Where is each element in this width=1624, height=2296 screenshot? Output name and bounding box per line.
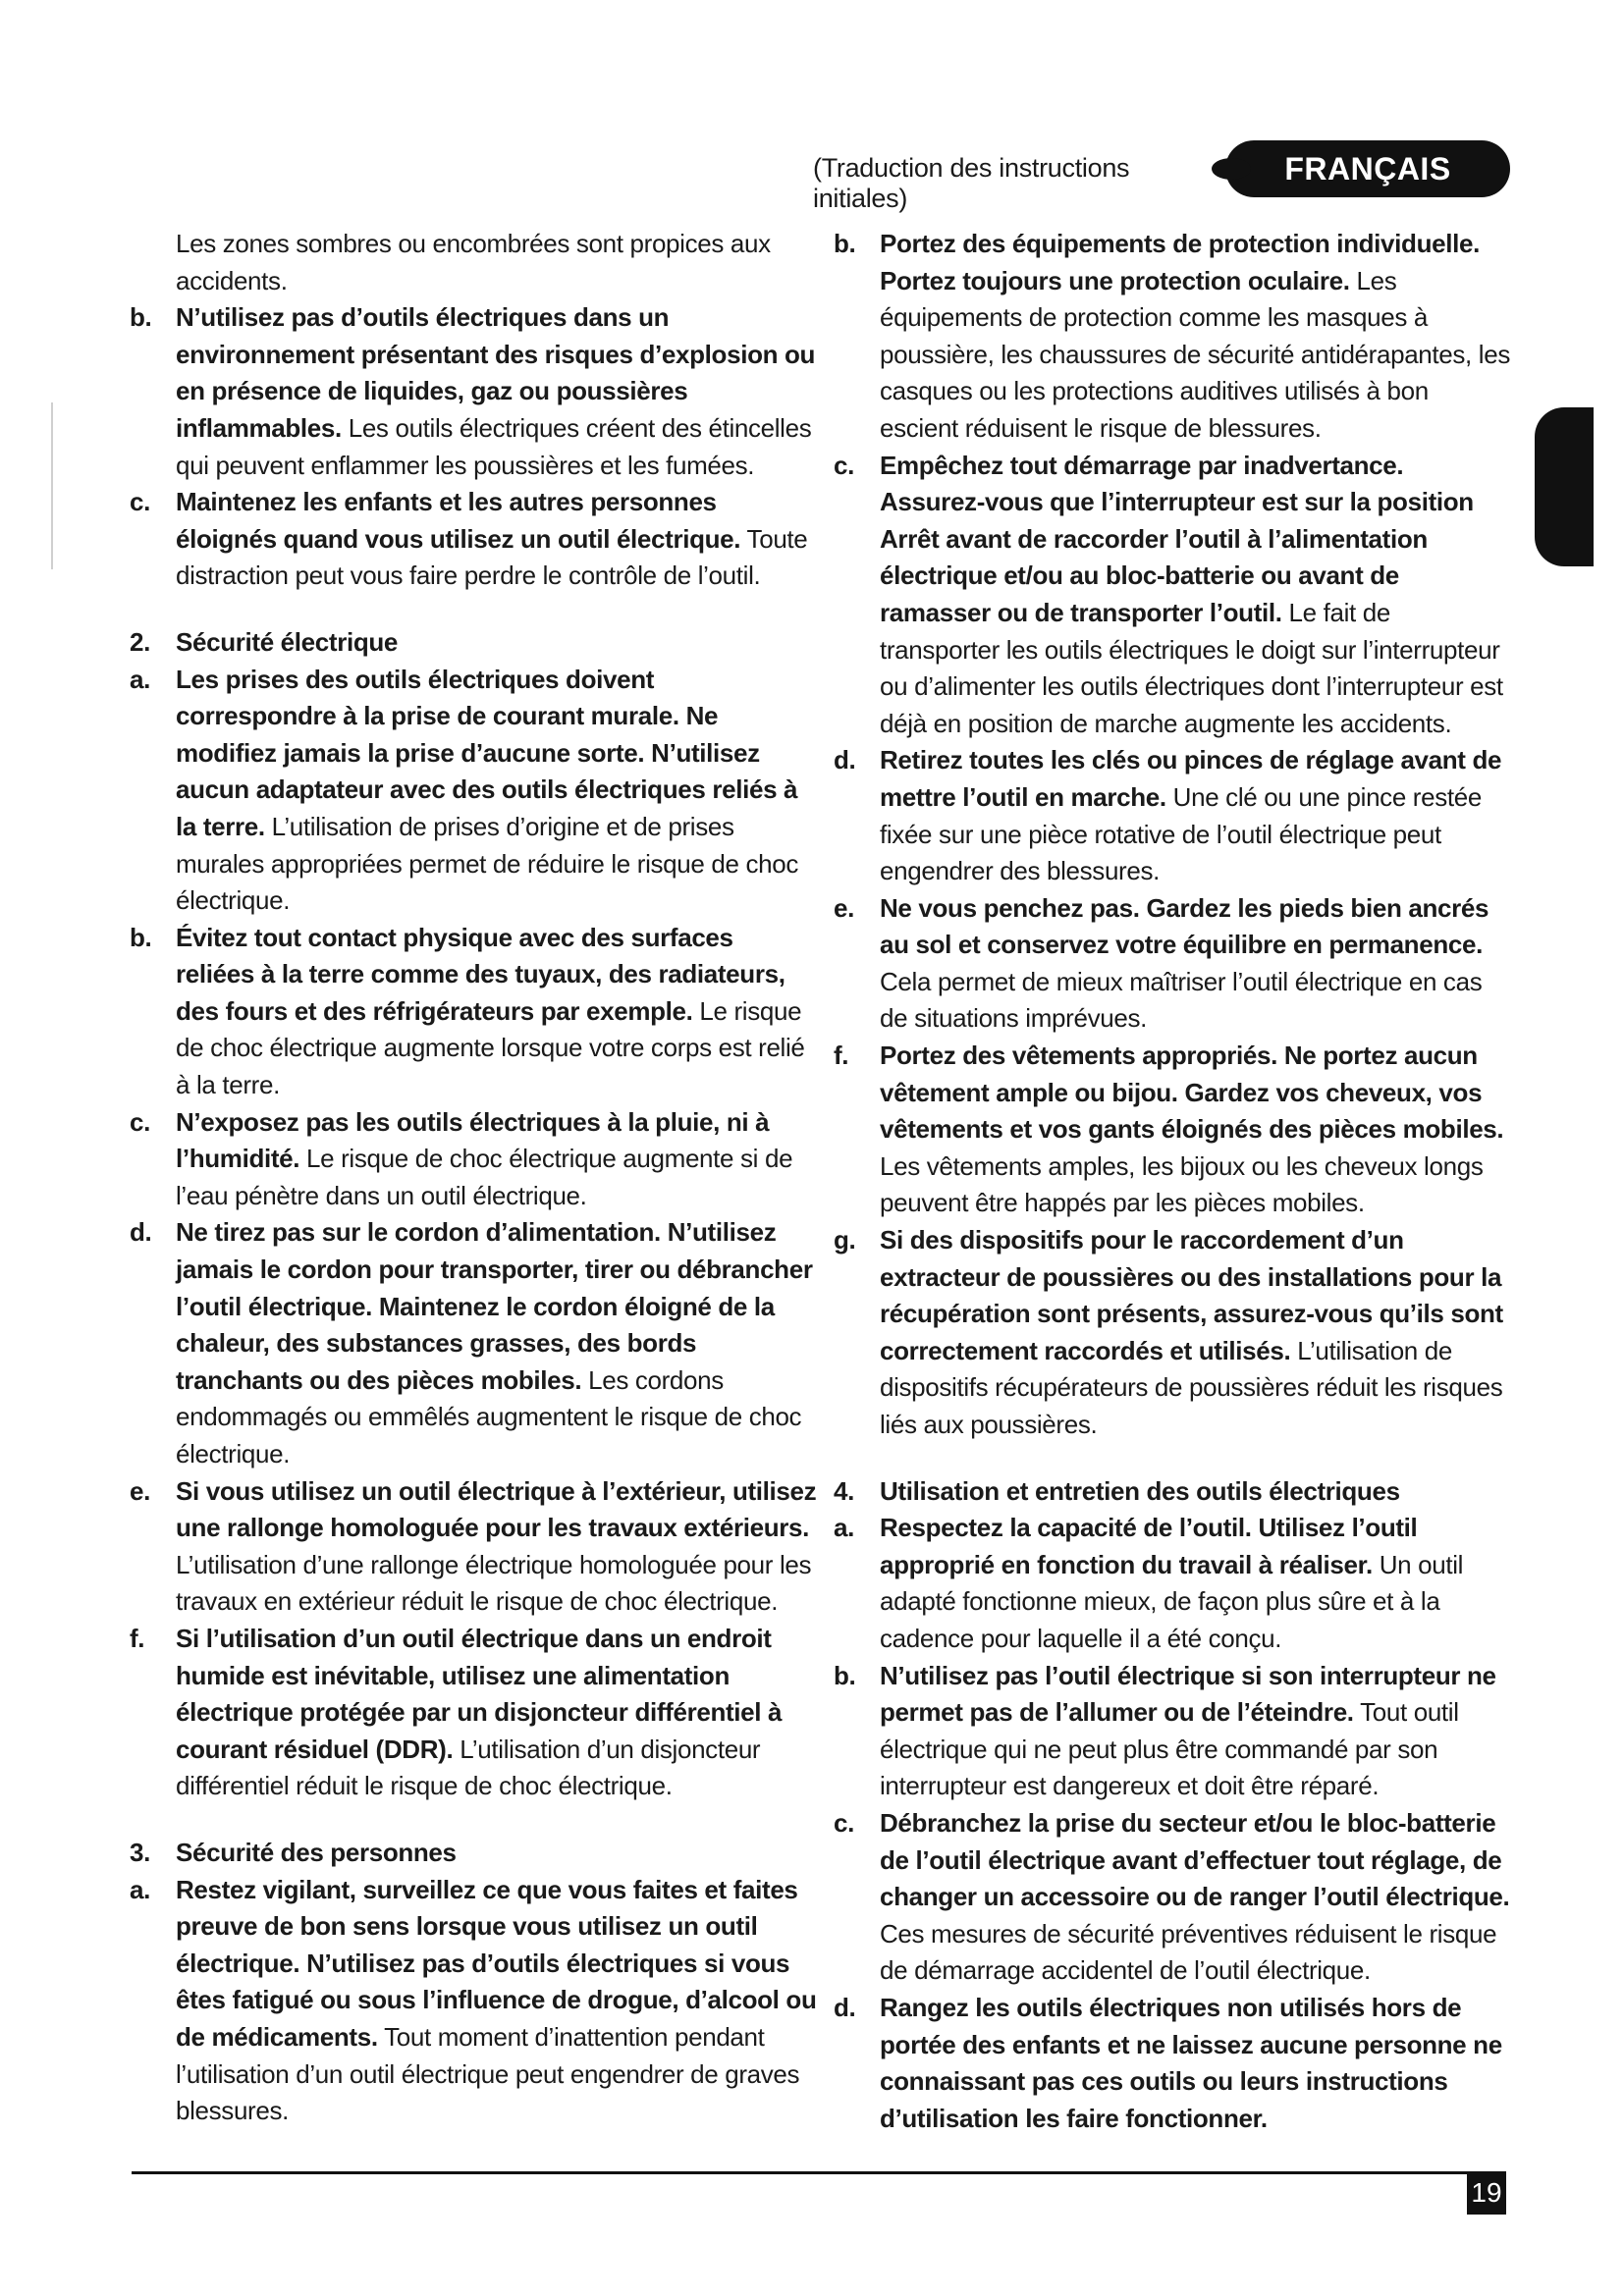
section-title: Sécurité des personnes bbox=[176, 1837, 457, 1867]
list-item bbox=[834, 1222, 1513, 1444]
item-marker: c. bbox=[130, 1106, 150, 1137]
item-bold-text: Si vous utilisez un outil électrique à l’extérieur, utilisez une rallonge homologuée pour les travaux extérieurs. bbox=[176, 1475, 817, 1543]
item-bold-text: Évitez tout contact physique avec des surfaces reliées à la terre comme des tuyaux, des radiateurs, des fours et des réfrigérateurs par exemple. bbox=[176, 922, 785, 1026]
item-text: Tout moment d’inattention pendant l’utilisation d’un outil électrique peut engendrer de graves blessures. bbox=[176, 2021, 800, 2126]
item-marker: g. bbox=[834, 1225, 856, 1255]
list-item bbox=[130, 662, 817, 920]
item-marker: a. bbox=[130, 1874, 150, 1904]
item-text: L’utilisation d’un disjoncteur différentiel réduit le risque de choc électrique. bbox=[176, 1734, 761, 1801]
footer-rule bbox=[132, 2171, 1469, 2174]
item-text: Tout outil électrique qui ne peut plus être commandé par son interrupteur est dangereux et doit être réparé. bbox=[880, 1697, 1459, 1801]
page-number: 19 bbox=[1467, 2171, 1506, 2215]
item-marker: a. bbox=[130, 664, 150, 694]
item-text: Le risque de choc électrique augmente lorsque votre corps est relié à la terre. bbox=[176, 995, 805, 1100]
item-marker: c. bbox=[130, 487, 150, 517]
list-item bbox=[130, 1872, 817, 2130]
item-bold-text: Rangez les outils électriques non utilisés hors de portée des enfants et ne laissez aucune personne ne connaissant pas ces outils ou leurs instructions d’utilisation les faire fonctionner. bbox=[880, 1992, 1502, 2133]
section-title: Utilisation et entretien des outils électriques bbox=[880, 1475, 1400, 1506]
language-badge: FRANÇAIS bbox=[1225, 140, 1510, 197]
item-bold-text: Restez vigilant, surveillez ce que vous faites et faites preuve de bon sens lorsque vous utilisez un outil électrique. N’utilisez pas d’outils électriques si vous êtes fatigué ou sous l’influence de drogue, d’alcool ou de médicaments. bbox=[176, 1874, 817, 2052]
list-item bbox=[130, 1104, 817, 1215]
section-heading bbox=[834, 1473, 1513, 1511]
list-item bbox=[130, 299, 817, 484]
left-column bbox=[130, 226, 817, 2130]
item-bold-text: N’utilisez pas l’outil électrique si son interrupteur ne permet pas de l’allumer ou de l’éteindre. bbox=[880, 1660, 1496, 1728]
item-text: Le risque de choc électrique augmente si de l’eau pénètre dans un outil électrique. bbox=[176, 1144, 793, 1210]
list-item bbox=[834, 1990, 1513, 2137]
list-item bbox=[130, 1621, 817, 1805]
item-text: Les outils électriques créent des étincelles qui peuvent enflammer les poussières et les fumées. bbox=[176, 412, 812, 480]
item-text: L’utilisation de prises d’origine et de prises murales appropriées permet de réduire le risque de choc électrique. bbox=[176, 811, 798, 916]
intro-paragraph: Les zones sombres ou encombrées sont propices aux accidents. bbox=[176, 229, 771, 295]
item-marker: d. bbox=[130, 1217, 152, 1248]
item-text: Une clé ou une pince restée fixée sur une pièce rotative de l’outil électrique peut engendrer des blessures. bbox=[880, 781, 1482, 886]
section-number: 3. bbox=[130, 1837, 150, 1867]
list-item bbox=[130, 1214, 817, 1472]
item-text: Les équipements de protection comme les masques à poussière, les chaussures de sécurité antidérapantes, les casques ou les protections auditives utilisés à bon escient réduisent le risque de blessures. bbox=[880, 265, 1510, 443]
item-marker: b. bbox=[834, 229, 856, 258]
item-bold-text: Ne tirez pas sur le cordon d’alimentation. N’utilisez jamais le cordon pour transporter, tirer ou débrancher l’outil électrique. Maintenez le cordon éloigné de la chaleur, des substances grasses, des bords tranchants ou des pièces mobiles. bbox=[176, 1217, 813, 1395]
item-marker: b. bbox=[834, 1660, 856, 1690]
item-bold-text: Retirez toutes les clés ou pinces de réglage avant de mettre l’outil en marche. bbox=[880, 745, 1502, 812]
list-item bbox=[834, 448, 1513, 743]
item-bold-text: Si des dispositifs pour le raccordement d’un extracteur de poussières ou des installations pour la récupération sont présents, assurez-vous qu’ils sont correctement raccordés et utilisés. bbox=[880, 1225, 1503, 1365]
section-heading bbox=[130, 1835, 817, 1872]
item-text: Les cordons endommagés ou emmêlés augmentent le risque de choc électrique. bbox=[176, 1364, 802, 1468]
list-item bbox=[834, 890, 1513, 1038]
item-marker: a. bbox=[834, 1513, 854, 1543]
item-text: L’utilisation d’une rallonge électrique homologuée pour les travaux en extérieur réduit le risque de choc électrique. bbox=[176, 1549, 812, 1617]
item-bold-text: Respectez la capacité de l’outil. Utilisez l’outil approprié en fonction du travail à réaliser. bbox=[880, 1513, 1418, 1579]
list-item bbox=[834, 742, 1513, 889]
item-marker: d. bbox=[834, 745, 856, 775]
item-marker: f. bbox=[834, 1041, 849, 1071]
item-bold-text: Portez des équipements de protection individuelle. Portez toujours une protection oculaire. bbox=[880, 229, 1480, 295]
list-item bbox=[834, 1805, 1513, 1990]
item-text: Le fait de transporter les outils électriques le doigt sur l’interrupteur ou d’alimenter les outils électriques dont l’interrupteur est déjà en position de marche augmente les accidents. bbox=[880, 597, 1503, 738]
item-text: Ces mesures de sécurité préventives réduisent le risque de démarrage accidentel de l’outil électrique. bbox=[880, 1918, 1497, 1986]
item-marker: d. bbox=[834, 1992, 856, 2022]
section-title: Sécurité électrique bbox=[176, 626, 399, 657]
item-marker: b. bbox=[130, 922, 152, 952]
item-text: Les vêtements amples, les bijoux ou les cheveux longs peuvent être happés par les pièces mobiles. bbox=[880, 1150, 1484, 1218]
item-text: Cela permet de mieux maîtriser l’outil électrique en cas de situations imprévues. bbox=[880, 966, 1483, 1034]
list-item bbox=[130, 920, 817, 1104]
section-side-tab bbox=[1535, 407, 1594, 566]
item-bold-text: Empêchez tout démarrage par inadvertance. Assurez-vous que l’interrupteur est sur la position Arrêt avant de raccorder l’outil à l’alimentation électrique et/ou au bloc-batterie ou avant de ramasser ou de transporter l’outil. bbox=[880, 450, 1474, 627]
item-bold-text: N’exposez pas les outils électriques à la pluie, ni à l’humidité. bbox=[176, 1106, 770, 1174]
list-item bbox=[834, 226, 1513, 448]
item-bold-text: Débranchez la prise du secteur et/ou le bloc-batterie de l’outil électrique avant d’effectuer tout réglage, de changer un accessoire ou de ranger l’outil électrique. bbox=[880, 1807, 1510, 1912]
item-bold-text: Si l’utilisation d’un outil électrique dans un endroit humide est inévitable, utilisez une alimentation électrique protégée par un disjoncteur différentiel à courant résiduel (DDR). bbox=[176, 1623, 783, 1764]
item-bold-text: Ne vous penchez pas. Gardez les pieds bien ancrés au sol et conservez votre équilibre en permanence. bbox=[880, 892, 1489, 960]
right-column bbox=[834, 226, 1513, 2137]
list-item bbox=[834, 1658, 1513, 1805]
margin-rule bbox=[51, 402, 53, 569]
section-number: 2. bbox=[130, 626, 150, 657]
item-marker: e. bbox=[834, 892, 854, 923]
list-item bbox=[834, 1038, 1513, 1222]
item-marker: f. bbox=[130, 1623, 145, 1653]
item-bold-text: N’utilisez pas d’outils électriques dans un environnement présentant des risques d’explosion ou en présence de liquides, gaz ou poussières inflammables. bbox=[176, 302, 816, 443]
item-bold-text: Portez des vêtements appropriés. Ne portez aucun vêtement ample ou bijou. Gardez vos cheveux, vos vêtements et vos gants éloignés des pièces mobiles. bbox=[880, 1041, 1504, 1145]
section-heading bbox=[130, 624, 817, 662]
translation-note: (Traduction des instructions initiales) bbox=[813, 153, 1130, 213]
item-marker: b. bbox=[130, 302, 152, 333]
list-item bbox=[130, 1473, 817, 1621]
section-number: 4. bbox=[834, 1475, 854, 1506]
item-text: Un outil adapté fonctionne mieux, de façon plus sûre et à la cadence pour laquelle il a été conçu. bbox=[880, 1549, 1464, 1653]
item-text: Toute distraction peut vous faire perdre le contrôle de l’outil. bbox=[176, 523, 808, 591]
item-bold-text: Les prises des outils électriques doivent correspondre à la prise de courant murale. Ne modifiez jamais la prise d’aucune sorte. N’utilisez aucun adaptateur avec des outils électriques reliés à la terre. bbox=[176, 664, 798, 841]
item-bold-text: Maintenez les enfants et les autres personnes éloignés quand vous utilisez un outil électrique. bbox=[176, 487, 741, 554]
item-marker: e. bbox=[130, 1475, 150, 1506]
list-item bbox=[130, 484, 817, 595]
list-item bbox=[834, 1510, 1513, 1657]
item-text: L’utilisation de dispositifs récupérateurs de poussières réduit les risques liés aux poussières. bbox=[880, 1335, 1503, 1439]
item-marker: c. bbox=[834, 1807, 854, 1838]
item-marker: c. bbox=[834, 450, 854, 480]
